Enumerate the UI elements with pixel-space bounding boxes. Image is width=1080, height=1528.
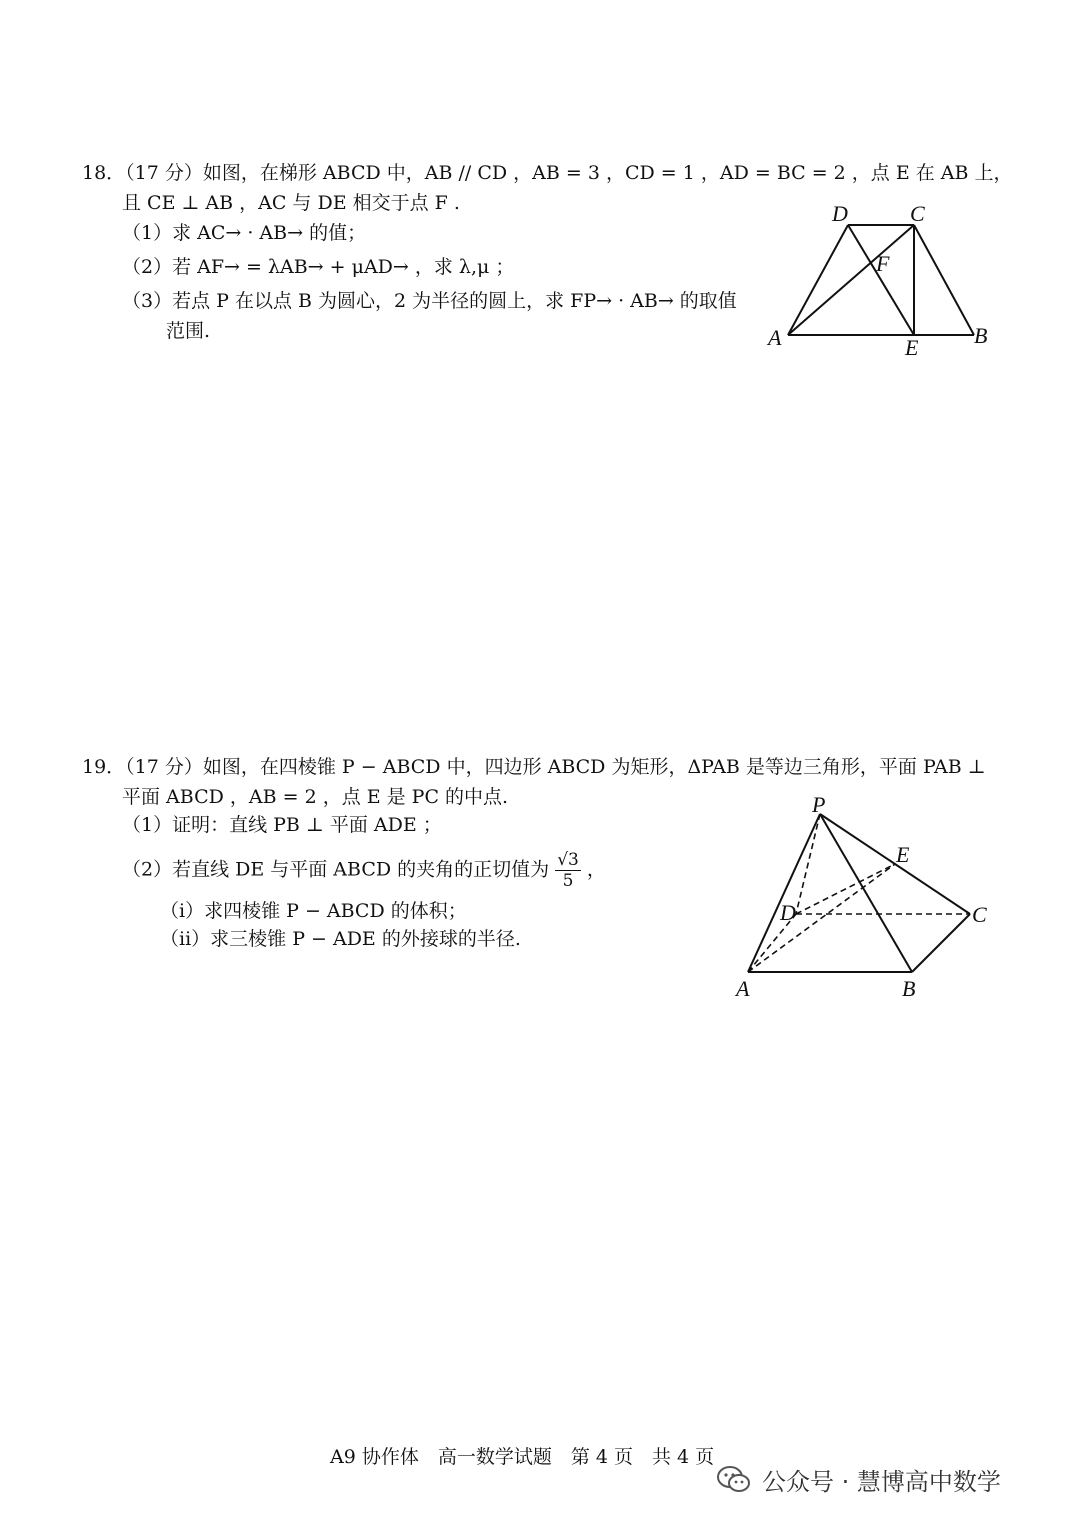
q19-part1: （1）证明：直线 PB ⊥ 平面 ADE ； [122,814,442,836]
q18-label-B: B [974,323,988,348]
pyramid-figure [726,792,1006,1012]
page-footer: A9 协作体 高一数学试题 第 4 页 共 4 页 [330,1446,715,1468]
q18-label-D: D [832,201,848,226]
q18-part2: （2）若 AF→ = λAB→ + μAD→ ，求 λ,μ ； [122,256,515,278]
q19-fraction [555,850,581,891]
wechat-icon [716,1465,752,1495]
q19-header: 19．（17 分）如图，在四棱锥 P − ABCD 中，四边形 ABCD 为矩形，ΔPAB 是等边三角形，平面 PAB ⊥ [82,756,986,778]
q19-label-B: B [902,976,916,1001]
q18-line2: 且 CE ⊥ AB ，AC 与 DE 相交于点 F . [122,192,460,214]
trapezoid-figure [760,195,1020,365]
q19-part2 [122,850,606,891]
q19-part2-ii: （ii）求三棱锥 P − ADE 的外接球的半径. [160,928,521,950]
q19-part2-text: （2）若直线 DE 与平面 ABCD 的夹角的正切值为 [122,858,550,881]
q18-part3-cont: 范围. [166,320,211,342]
q19-fraction-denominator: 5 [562,871,574,891]
q18-part3: （3）若点 P 在以点 B 为圆心，2 为半径的圆上，求 FP→ · AB→ 的取值 [122,290,737,312]
q18-header: 18．（17 分）如图，在梯形 ABCD 中，AB // CD ，AB = 3 ，CD = 1 ，AD = BC = 2 ，点 E 在 AB 上， [82,162,1013,184]
q19-label-P: P [812,792,826,817]
q19-part2-comma: ， [586,858,606,881]
watermark [716,1462,1001,1497]
q18-label-F: F [876,251,890,276]
q19-line2: 平面 ABCD ，AB = 2 ，点 E 是 PC 的中点. [122,786,509,808]
q18-label-A: A [768,325,782,350]
q19-label-E: E [896,842,910,867]
q18-label-E: E [905,335,919,360]
q19-fraction-numerator: √3 [557,850,579,870]
q19-label-C: C [972,902,987,927]
watermark-text: 公众号 · 慧博高中数学 [762,1468,1001,1496]
q19-label-D: D [780,900,796,925]
q19-label-A: A [736,976,750,1001]
q18-part1: （1）求 AC→ · AB→ 的值； [122,222,367,244]
q19-part2-i: （i）求四棱锥 P − ABCD 的体积； [160,900,467,922]
q18-label-C: C [910,201,925,226]
